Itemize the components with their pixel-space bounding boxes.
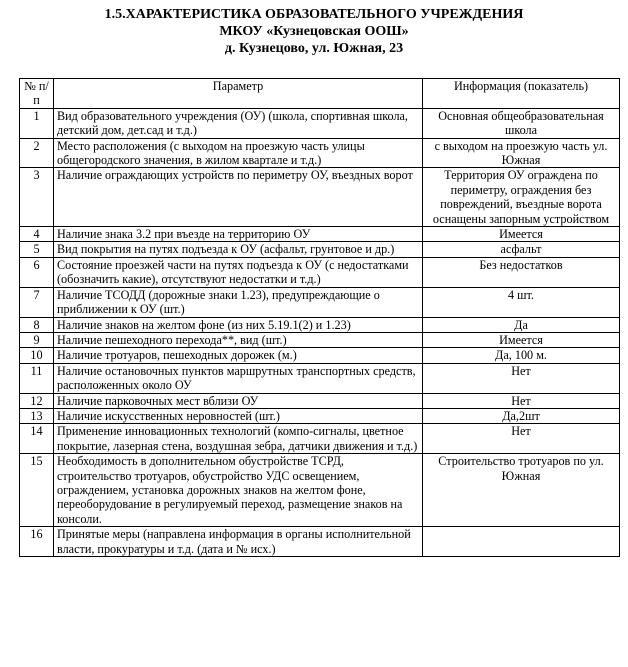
row-information: Строительство тротуаров по ул. Южная xyxy=(423,454,620,527)
row-information: Нет xyxy=(423,424,620,454)
table-row xyxy=(20,317,620,332)
row-number: 11 xyxy=(20,363,54,393)
header-param: Параметр xyxy=(54,79,423,109)
row-information: Нет xyxy=(423,363,620,393)
table-row xyxy=(20,332,620,347)
table-row xyxy=(20,527,620,557)
row-number: 6 xyxy=(20,257,54,287)
row-information: Имеется xyxy=(423,332,620,347)
row-number: 4 xyxy=(20,227,54,242)
row-parameter: Состояние проезжей части на путях подъезда к ОУ (с недостатками (обозначить какие), отсутствуют недостатки и т.д.) xyxy=(54,257,423,287)
table-row xyxy=(20,348,620,363)
row-parameter: Наличие знаков на желтом фоне (из них 5.19.1(2) и 1.23) xyxy=(54,317,423,332)
row-information: Да xyxy=(423,317,620,332)
row-information xyxy=(423,527,620,557)
table-row xyxy=(20,138,620,168)
row-parameter: Наличие знака 3.2 при въезде на территорию ОУ xyxy=(54,227,423,242)
row-number: 10 xyxy=(20,348,54,363)
table-row xyxy=(20,257,620,287)
row-number: 14 xyxy=(20,424,54,454)
row-information: Имеется xyxy=(423,227,620,242)
row-information: асфальт xyxy=(423,242,620,257)
row-information: Да, 100 м. xyxy=(423,348,620,363)
table-row xyxy=(20,168,620,227)
row-parameter: Наличие парковочных мест вблизи ОУ xyxy=(54,393,423,408)
table-row xyxy=(20,454,620,527)
header-num: № п/п xyxy=(20,79,54,109)
row-number: 16 xyxy=(20,527,54,557)
row-parameter: Наличие тротуаров, пешеходных дорожек (м.) xyxy=(54,348,423,363)
row-number: 15 xyxy=(20,454,54,527)
row-information: Территория ОУ ограждена по периметру, ограждения без повреждений, въездные ворота оснащены запорным устройством xyxy=(423,168,620,227)
row-parameter: Принятые меры (направлена информация в органы исполнительной власти, прокуратуры и т.д. (дата и № исх.) xyxy=(54,527,423,557)
row-number: 9 xyxy=(20,332,54,347)
row-number: 1 xyxy=(20,108,54,138)
row-number: 8 xyxy=(20,317,54,332)
row-parameter: Вид образовательного учреждения (ОУ) (школа, спортивная школа, детский дом, дет.сад и т.д.) xyxy=(54,108,423,138)
row-parameter: Наличие искусственных неровностей (шт.) xyxy=(54,408,423,423)
table-row xyxy=(20,287,620,317)
row-parameter: Наличие остановочных пунктов маршрутных транспортных средств, расположенных около ОУ xyxy=(54,363,423,393)
row-parameter: Вид покрытия на путях подъезда к ОУ (асфальт, грунтовое и др.) xyxy=(54,242,423,257)
row-parameter: Наличие пешеходного перехода**, вид (шт.) xyxy=(54,332,423,347)
row-number: 13 xyxy=(20,408,54,423)
table-header-row xyxy=(20,79,620,109)
row-information: Без недостатков xyxy=(423,257,620,287)
table-row xyxy=(20,363,620,393)
row-number: 2 xyxy=(20,138,54,168)
row-information: Да,2шт xyxy=(423,408,620,423)
row-information: Нет xyxy=(423,393,620,408)
table-row xyxy=(20,242,620,257)
table-row xyxy=(20,424,620,454)
characteristics-table xyxy=(19,78,620,557)
header-info: Информация (показатель) xyxy=(423,79,620,109)
row-parameter: Место расположения (с выходом на проезжую часть улицы общегородского значения, в жилом квартале и т.д.) xyxy=(54,138,423,168)
row-parameter: Применение инновационных технологий (компо-сигналы, цветное покрытие, лазерная стена, воздушная зебра, датчики движения и т.д.) xyxy=(54,424,423,454)
table-row xyxy=(20,393,620,408)
document-title: 1.5.ХАРАКТЕРИСТИКА ОБРАЗОВАТЕЛЬНОГО УЧРЕЖДЕНИЯ xyxy=(104,7,524,22)
document-header xyxy=(0,0,628,57)
row-number: 3 xyxy=(20,168,54,227)
table-row xyxy=(20,227,620,242)
table-row xyxy=(20,108,620,138)
row-information: Основная общеобразовательная школа xyxy=(423,108,620,138)
row-information: 4 шт. xyxy=(423,287,620,317)
table-row xyxy=(20,408,620,423)
row-parameter: Необходимость в дополнительном обустройстве ТСРД, строительство тротуаров, обустройство УДС освещением, ограждением, установка дорожных знаков на желтом фоне, переоборудование в регулируемый переход, размещение знаков на консоли. xyxy=(54,454,423,527)
organization-name: МКОУ «Кузнецовская ООШ» xyxy=(219,24,409,39)
row-number: 12 xyxy=(20,393,54,408)
row-parameter: Наличие ТСОДД (дорожные знаки 1.23), предупреждающие о приближении к ОУ (шт.) xyxy=(54,287,423,317)
row-information: с выходом на проезжую часть ул. Южная xyxy=(423,138,620,168)
row-number: 5 xyxy=(20,242,54,257)
row-parameter: Наличие ограждающих устройств по периметру ОУ, въездных ворот xyxy=(54,168,423,227)
row-number: 7 xyxy=(20,287,54,317)
organization-address: д. Кузнецово, ул. Южная, 23 xyxy=(224,41,404,56)
